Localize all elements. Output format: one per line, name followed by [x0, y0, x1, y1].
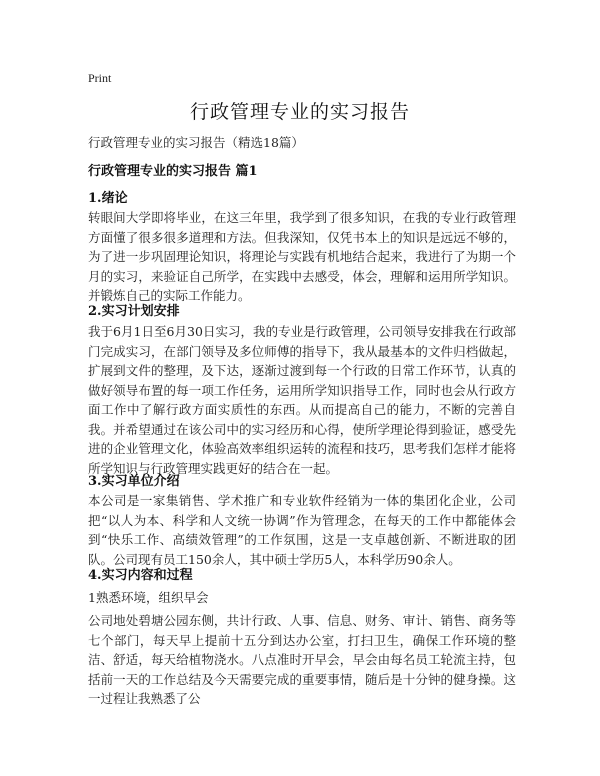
- section-heading-4: 4.实习内容和过程: [88, 568, 193, 583]
- section-body-4: 公司地处碧塘公园东侧，共计行政、人事、信息、财务、审计、销售、商务等七个部门，每天早上提前十五分到达办公室，打扫卫生，确保工作环境的整洁、舒适，每天给植物浇水。八点准时开早会，早会由每名员工轮流主持，包括前一天的工作总结及今天需要完成的重要事情，随后是十分钟的健身操。这一过程让我熟悉了公: [88, 613, 516, 706]
- section-body-3: 本公司是一家集销售、学术推广和专业软件经销为一体的集团化企业，公司把“以人为本、科学和人文统一协调”作为管理念，在每天的工作中都能体会到“快乐工作、高绩效管理”的工作氛围，这是一支卓越创新、不断进取的团队。公司现有员工150余人，其中硕士学历5人，本科学历90余人。: [88, 493, 516, 567]
- section-body-1: 转眼间大学即将毕业，在这三年里，我学到了很多知识，在我的专业行政管理方面懂了很多很多道理和方法。但我深知，仅凭书本上的知识是远远不够的，为了进一步巩固理论知识，将理论与实践有机地结合起来，我进行了为期一个月的实习，来验证自己所学，在实践中去感受，体会，理解和运用所学知识。并锻炼自己的实际工作能力。: [88, 210, 516, 303]
- section-heading-1: 1.绪论: [88, 191, 128, 206]
- document-subtitle: 行政管理专业的实习报告（精选18篇）: [88, 135, 304, 150]
- document-title: 行政管理专业的实习报告: [189, 101, 410, 123]
- section-subheading-4: 1熟悉环境，组织早会: [88, 590, 209, 605]
- section-body-2: 我于6月1日至6月30日实习，我的专业是行政管理，公司领导安排我在行政部门完成实习，在部门领导及多位师傅的指导下，我从最基本的文件归档做起，扩展到文件的整理，及下达，逐渐过渡到每一个行政的日常工作环节，认真的做好领导布置的每一项工作任务，运用所学知识指导工作，同时也会从行政方面工作中了解行政方面实质性的东西。从而提高自己的能力，不断的完善自我。并希望通过在该公司中的实习经历和心得，使所学理论得到验证，感受先进的企业管理文化，体验高效率组织运转的流程和技巧，思考我们怎样才能将所学知识与行政管理实践更好的结合在一起。: [88, 324, 516, 476]
- section-heading-3: 3.实习单位介绍: [88, 474, 180, 489]
- section-heading-2: 2.实习计划安排: [88, 304, 180, 319]
- print-label: Print: [88, 71, 112, 85]
- part-heading: 行政管理专业的实习报告 篇1: [88, 164, 258, 179]
